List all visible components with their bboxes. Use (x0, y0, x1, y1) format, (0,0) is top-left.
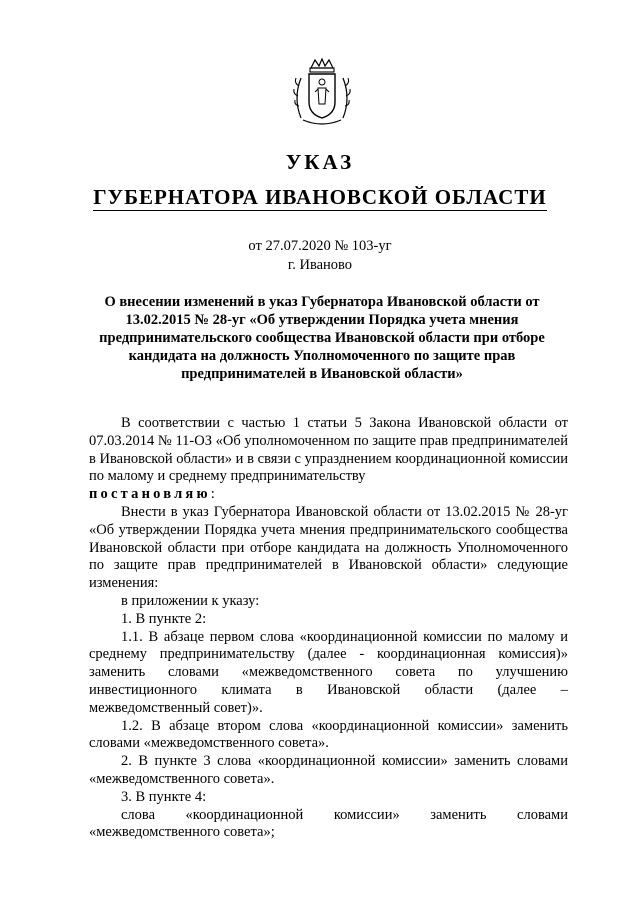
body-paragraph: 1.2. В абзаце втором слова «координационной комиссии» заменить словами «межведомственного совета». (89, 717, 568, 752)
body-paragraph: слова «координационной комиссии» заменить словами «межведомственного совета»; (89, 806, 568, 841)
decree-word: постановляю (89, 486, 211, 503)
decree-paragraph (89, 486, 568, 504)
document-date: от 27.07.2020 № 103-уг (248, 238, 392, 254)
body-paragraph: 1.1. В абзаце первом слова «координационной комиссии по малому и среднему предпринимательству (далее - координационная комиссия)» заменить словами «межведомственного совета по улучшению инвестиционного климата в Ивановской области (далее – межведомственный совет)». (89, 628, 568, 716)
document-heading: О внесении изменений в указ Губернатора Ивановской области от 13.02.2015 № 28-уг «Об утверждении Порядка учета мнения предпринимательского сообщества Ивановской области при отборе кандидата на должность Уполномоченного по защите прав предпринимателей в Ивановской области» (99, 294, 545, 382)
body-paragraph: Внести в указ Губернатора Ивановской области от 13.02.2015 № 28-уг «Об утверждении Порядка учета мнения предпринимательского сообщества Ивановской области при отборе кандидата на должность Уполномоченного по защите прав предпринимателей в Ивановской области» следующие изменения: (89, 503, 568, 592)
body-paragraph: 2. В пункте 3 слова «координационной комиссии» заменить словами «межведомственного совета». (89, 753, 568, 787)
decree-colon: : (210, 486, 215, 503)
body-paragraph: 3. В пункте 4: (121, 788, 207, 805)
coat-of-arms-icon (291, 58, 353, 128)
document-city: г. Иваново (287, 257, 353, 273)
document-title: УКАЗ (285, 150, 355, 174)
document-body (89, 415, 568, 842)
preamble-paragraph: В соответствии с частью 1 статьи 5 Закона Ивановской области от 07.03.2014 № 11-ОЗ «Об уполномоченном по защите прав предпринимателей в Ивановской области» и в связи с упразднением координационной комиссии по малому и среднему предпринимательству (89, 415, 568, 485)
document-subtitle (0, 185, 640, 210)
body-paragraph: в приложении к указу: (121, 592, 260, 609)
body-paragraph: 1. В пункте 2: (121, 610, 207, 627)
document-subtitle-text: ГУБЕРНАТОРА ИВАНОВСКОЙ ОБЛАСТИ (93, 185, 547, 209)
